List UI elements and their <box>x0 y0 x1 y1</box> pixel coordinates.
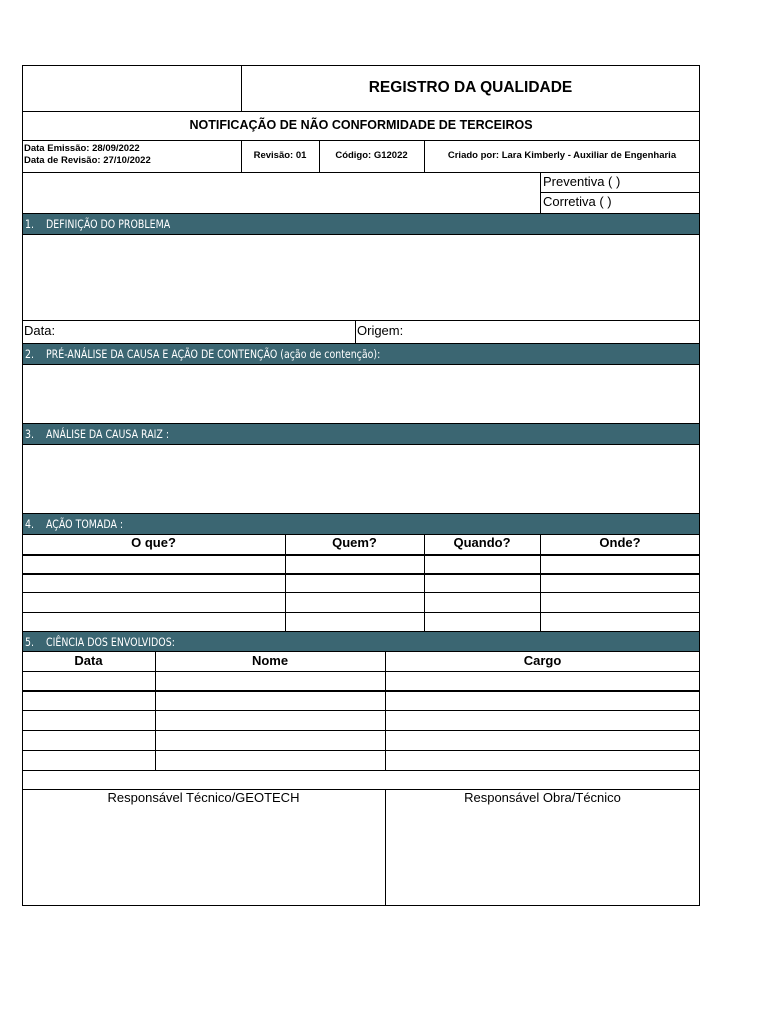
divider <box>540 192 700 193</box>
document-code: Código: G12022 <box>335 150 408 161</box>
divider <box>355 320 356 343</box>
section-2-header <box>22 343 700 365</box>
table-col-line <box>424 535 425 631</box>
form-subtitle: NOTIFICAÇÃO DE NÃO CONFORMIDADE DE TERCEIROS <box>189 118 533 132</box>
date-field-label[interactable]: Data: <box>24 323 56 338</box>
section-4-number: 4. <box>25 517 35 531</box>
section-2-number: 2. <box>25 347 35 361</box>
table-row-line <box>22 730 700 731</box>
divider <box>22 320 700 321</box>
signature-divider <box>385 789 386 906</box>
table-row-line <box>22 770 700 771</box>
corrective-option[interactable]: Corretiva ( ) <box>543 194 612 209</box>
table-row-line <box>22 592 700 593</box>
created-by: Criado por: Lara Kimberly - Auxiliar de Engenharia <box>447 150 677 161</box>
quality-form <box>22 65 700 906</box>
table-row-line <box>22 750 700 751</box>
section-5-number: 5. <box>25 635 35 649</box>
table-col-line <box>385 652 386 770</box>
table-col-line <box>285 535 286 631</box>
section-1-title: DEFINIÇÃO DO PROBLEMA <box>46 217 171 231</box>
section-3-number: 3. <box>25 427 35 441</box>
origin-field-label[interactable]: Origem: <box>357 323 404 338</box>
technical-signature-label: Responsável Técnico/GEOTECH <box>107 790 300 805</box>
table-row-line <box>22 690 700 692</box>
form-title: REGISTRO DA QUALIDADE <box>368 79 573 96</box>
section-4-title: AÇÃO TOMADA : <box>46 517 124 531</box>
action-col-what: O que? <box>131 535 176 550</box>
section-2-title: PRÉ-ANÁLISE DA CAUSA E AÇÃO DE CONTENÇÃO (ação de contenção): <box>46 347 381 361</box>
awareness-col-role: Cargo <box>523 653 562 668</box>
revision-number: Revisão: 01 <box>253 150 307 161</box>
action-col-who: Quem? <box>332 535 377 550</box>
section-3-title: ANÁLISE DA CAUSA RAIZ : <box>46 427 170 441</box>
section-5-title: CIÊNCIA DOS ENVOLVIDOS: <box>46 635 175 649</box>
revision-date: Data de Revisão: 27/10/2022 <box>24 155 151 166</box>
divider <box>22 111 700 112</box>
action-col-where: Onde? <box>599 535 641 550</box>
table-row-line <box>22 554 700 556</box>
table-row-line <box>22 573 700 575</box>
table-row-line <box>22 710 700 711</box>
table-col-line <box>540 535 541 631</box>
table-row-line <box>22 612 700 613</box>
section-1-number: 1. <box>25 217 35 231</box>
awareness-col-name: Nome <box>251 653 289 668</box>
section-1-header <box>22 213 700 235</box>
section-3-header <box>22 423 700 445</box>
preventive-option[interactable]: Preventiva ( ) <box>543 174 621 189</box>
awareness-col-date: Data <box>74 653 103 668</box>
divider <box>22 140 700 141</box>
section-5-header <box>22 631 700 652</box>
section-4-header <box>22 513 700 535</box>
emission-date: Data Emissão: 28/09/2022 <box>24 143 140 154</box>
table-col-line <box>155 652 156 770</box>
site-signature-label: Responsável Obra/Técnico <box>464 790 621 805</box>
divider <box>22 172 700 173</box>
action-col-when: Quando? <box>453 535 511 550</box>
table-row-line <box>22 671 700 672</box>
